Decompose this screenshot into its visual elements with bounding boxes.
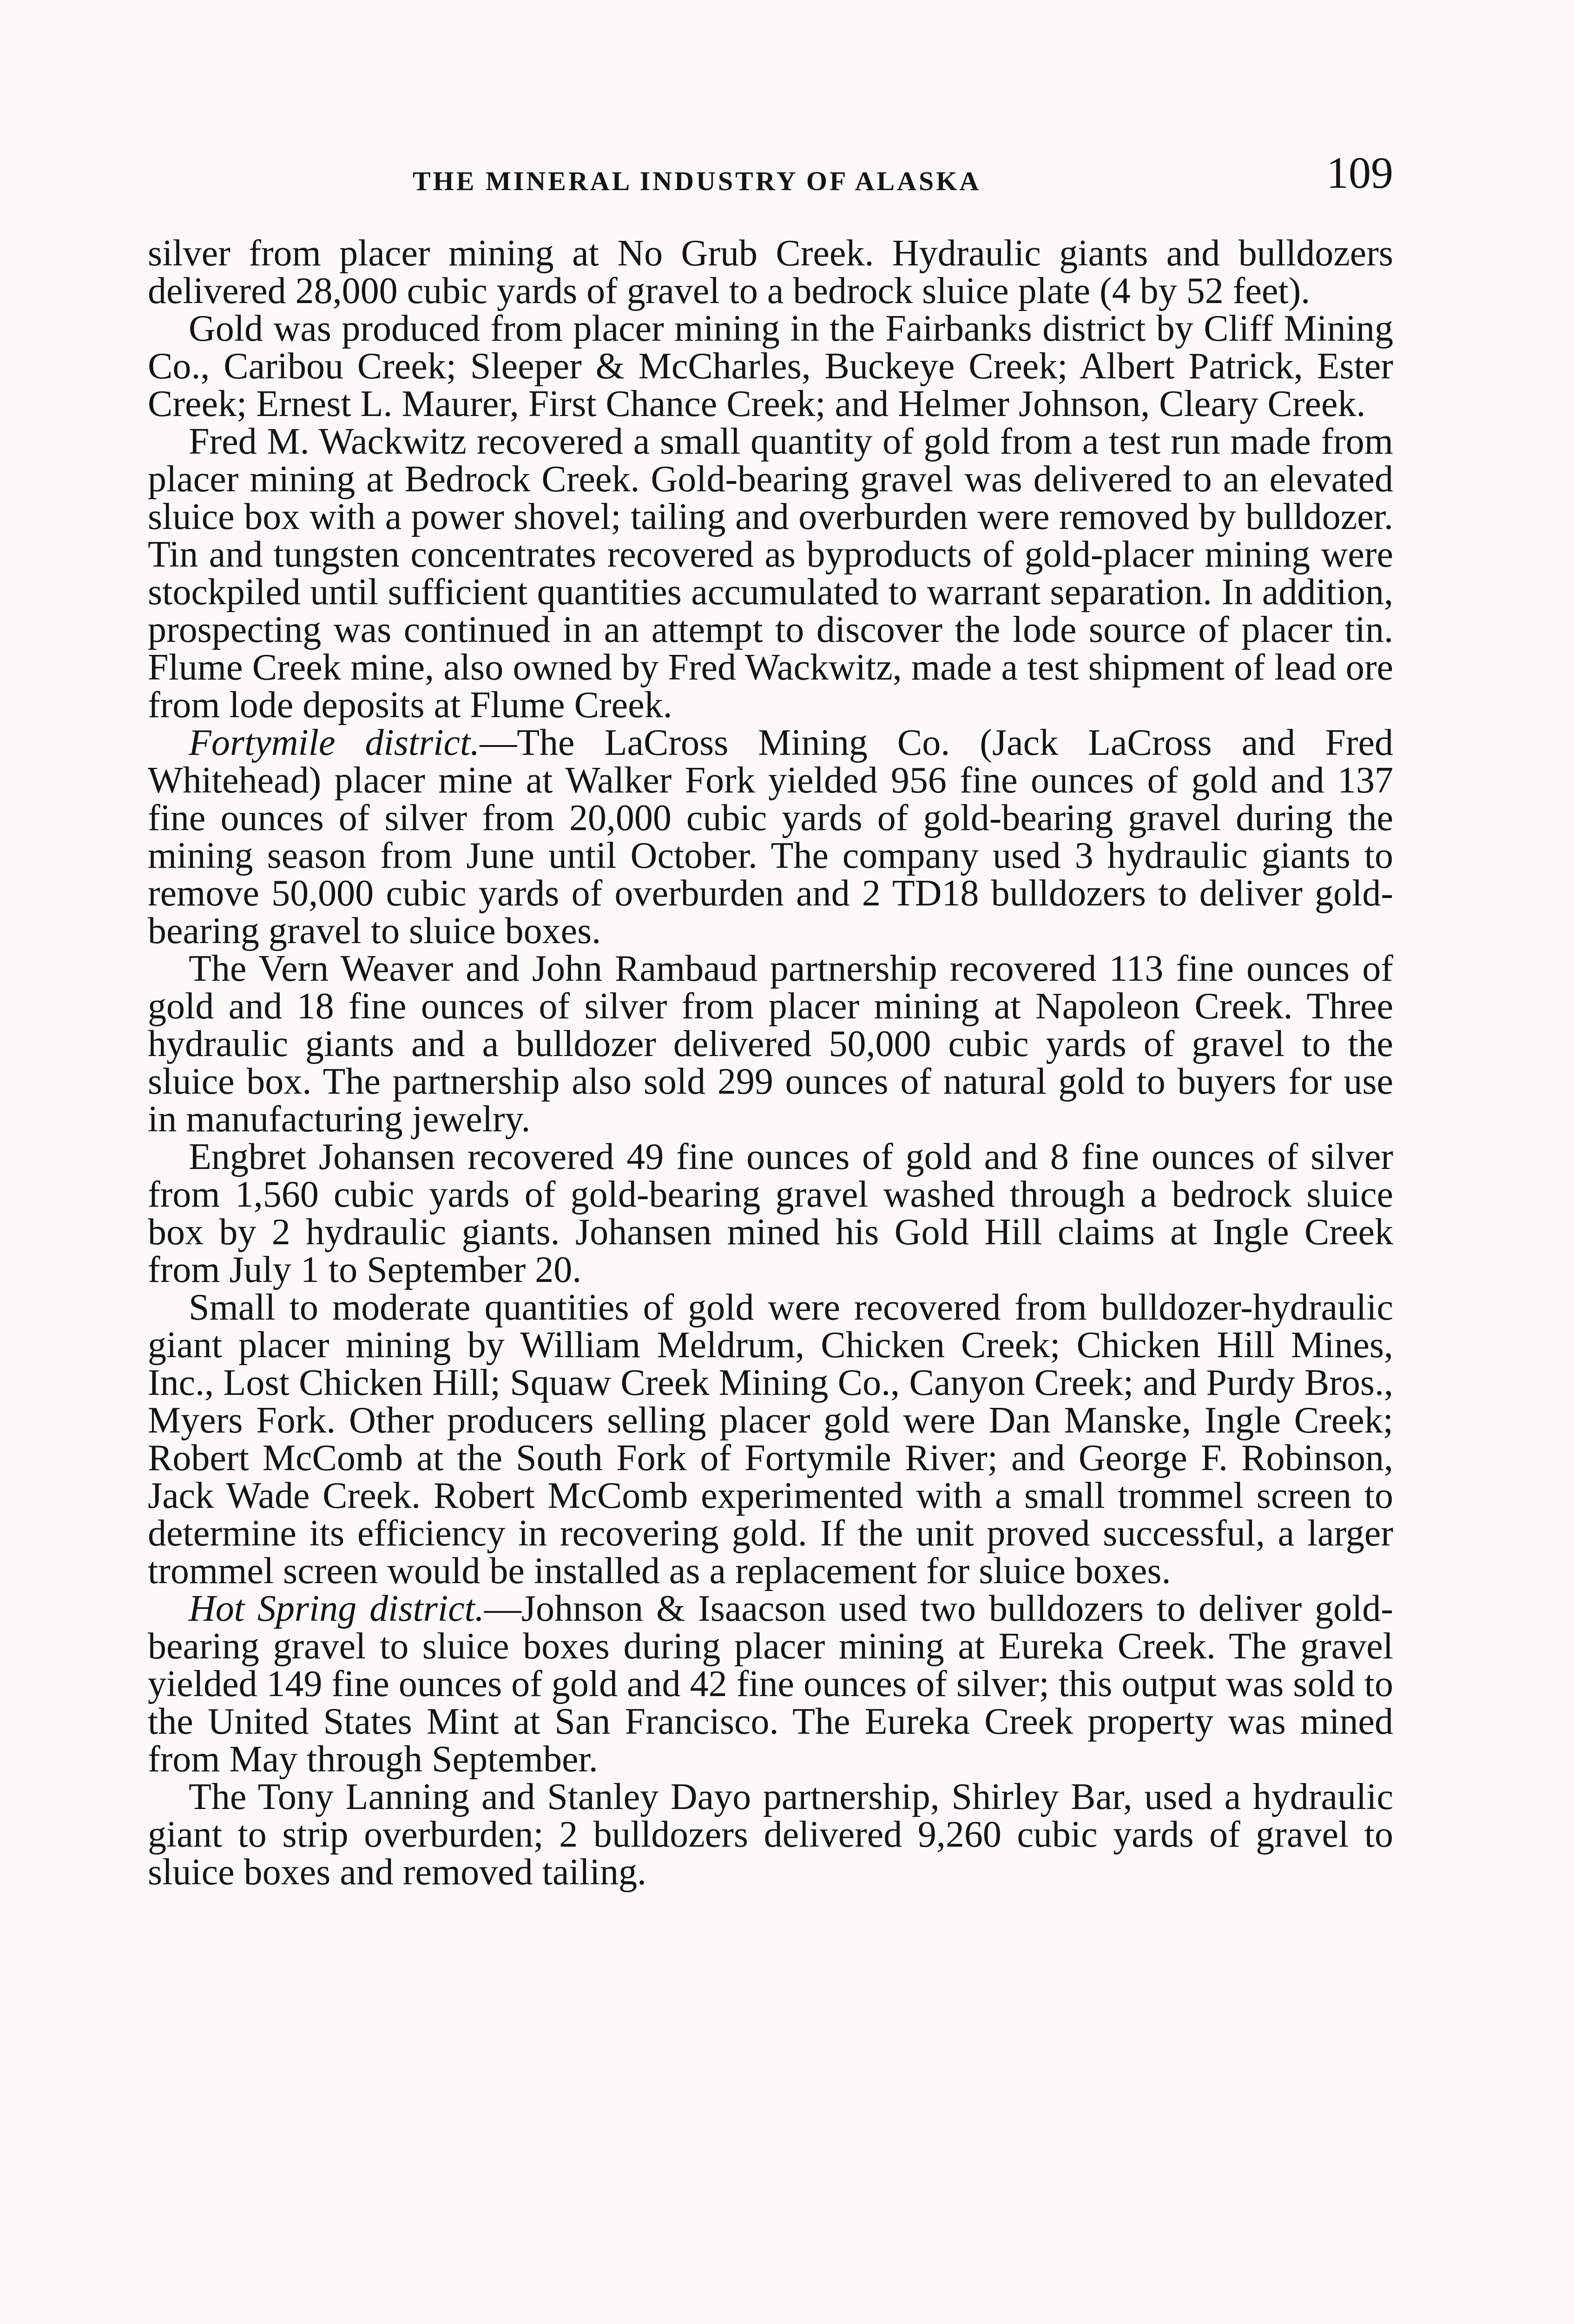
paragraph-no-grub-creek (148, 235, 1393, 310)
paragraph-text: Fred M. Wackwitz recovered a small quantity of gold from a test run made from placer mining at Bedrock Creek. Gold-bearing gravel was delivered to an elevated sluice box with a power shovel; tailing and overburden were removed by bulldozer. Tin and tungsten concentrates recovered as byproducts of gold-placer mining were stockpiled until sufficient quantities accumulated to warrant separation. In addition, prospecting was continued in an attempt to discover the lode source of placer tin. Flume Creek mine, also owned by Fred Wackwitz, made a test shipment of lead ore from lode deposits at Flume Creek. (148, 421, 1393, 726)
section-heading-fortymile: Fortymile district. (189, 722, 480, 763)
page-header (148, 148, 1393, 208)
paragraph-johansen (148, 1138, 1393, 1289)
running-head: THE MINERAL INDUSTRY OF ALASKA (413, 166, 981, 196)
page-number: 109 (1326, 148, 1393, 198)
section-heading-hot-spring: Hot Spring district. (189, 1588, 484, 1629)
paragraph-hot-spring (148, 1590, 1393, 1778)
body-text (148, 235, 1393, 1891)
paragraph-lanning-dayo (148, 1778, 1393, 1891)
paragraph-text: —Johnson & Isaacson used two bulldozers to deliver gold-bearing gravel to sluice boxes during placer mining at Eureka Creek. The gravel yielded 149 fine ounces of gold and 42 fine ounces of silver; this output was sold to the United States Mint at San Francisco. The Eureka Creek property was mined from May through September. (148, 1588, 1393, 1780)
paragraph-text: —The LaCross Mining Co. (Jack LaCross and Fred Whitehead) placer mine at Walker Fork yielded 956 fine ounces of gold and 137 fine ounces of silver from 20,000 cubic yards of gold-bearing gravel during the mining season from June until October. The company used 3 hydraulic giants to remove 50,000 cubic yards of overburden and 2 TD18 bulldozers to deliver gold-bearing gravel to sluice boxes. (148, 722, 1393, 951)
paragraph-fortymile (148, 724, 1393, 950)
paragraph-text: The Tony Lanning and Stanley Dayo partnership, Shirley Bar, used a hydraulic giant to strip overburden; 2 bulldozers delivered 9,260 cubic yards of gravel to sluice boxes and removed tailing. (148, 1776, 1393, 1893)
paragraph-text: Engbret Johansen recovered 49 fine ounces of gold and 8 fine ounces of silver from 1,560 cubic yards of gold-bearing gravel washed through a bedrock sluice box by 2 hydraulic giants. Johansen mined his Gold Hill claims at Ingle Creek from July 1 to September 20. (148, 1136, 1393, 1290)
paragraph-small-producers (148, 1289, 1393, 1590)
paragraph-text: The Vern Weaver and John Rambaud partnership recovered 113 fine ounces of gold and 18 fine ounces of silver from placer mining at Napoleon Creek. Three hydraulic giants and a bulldozer delivered 50,000 cubic yards of gravel to the sluice box. The partnership also sold 299 ounces of natural gold to buyers for use in manufacturing jewelry. (148, 948, 1393, 1140)
paragraph-weaver-rambaud (148, 950, 1393, 1138)
paragraph-text: silver from placer mining at No Grub Creek. Hydraulic giants and bulldozers delivered 28,000 cubic yards of gravel to a bedrock sluice plate (4 by 52 feet). (148, 233, 1393, 311)
paragraph-text: Small to moderate quantities of gold were recovered from bulldozer-hydraulic giant placer mining by William Meldrum, Chicken Creek; Chicken Hill Mines, Inc., Lost Chicken Hill; Squaw Creek Mining Co., Canyon Creek; and Purdy Bros., Myers Fork. Other producers selling placer gold were Dan Manske, Ingle Creek; Robert McComb at the South Fork of Fortymile River; and George F. Robinson, Jack Wade Creek. Robert McComb experimented with a small trommel screen to determine its efficiency in recovering gold. If the unit proved successful, a larger trommel screen would be installed as a replacement for sluice boxes. (148, 1287, 1393, 1591)
paragraph-wackwitz (148, 423, 1393, 724)
paragraph-fairbanks (148, 310, 1393, 423)
paragraph-text: Gold was produced from placer mining in the Fairbanks district by Cliff Mining Co., Caribou Creek; Sleeper & McCharles, Buckeye Creek; Albert Patrick, Ester Creek; Ernest L. Maurer, First Chance Creek; and Helmer Johnson, Cleary Creek. (148, 308, 1393, 424)
